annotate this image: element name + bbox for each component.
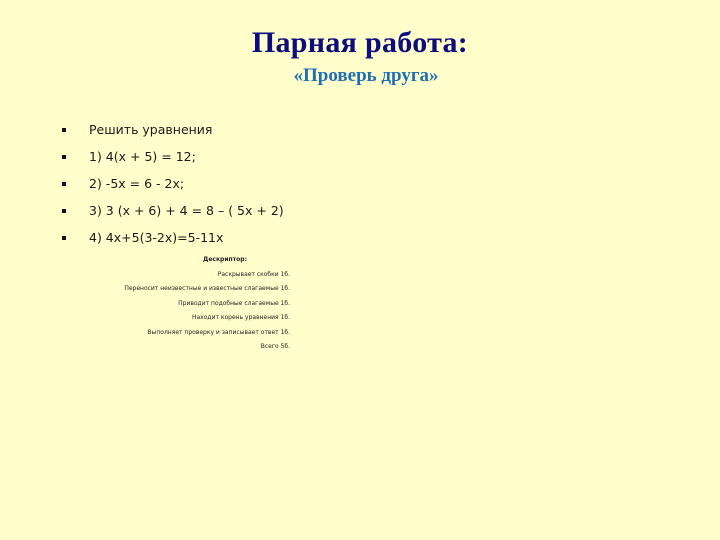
- square-bullet-icon: [62, 155, 66, 159]
- descriptor-total: Всего 5б.: [260, 343, 290, 350]
- square-bullet-icon: [62, 128, 66, 132]
- square-bullet-icon: [62, 236, 66, 240]
- list-item-text: 4) 4x+5(3-2x)=5-11x: [89, 230, 224, 245]
- list-item-text: Решить уравнения: [89, 122, 213, 137]
- descriptor-block: [100, 253, 290, 355]
- list-item-text: 1) 4(x + 5) = 12;: [89, 149, 196, 164]
- descriptor-item: Находит корень уравнения 1б.: [192, 314, 290, 321]
- descriptor-heading: Дескриптор:: [203, 256, 247, 263]
- list-item-text: 2) -5x = 6 - 2x;: [89, 176, 185, 191]
- descriptor-item: Приводит подобные слагаемые 1б.: [178, 299, 290, 307]
- slide-title: Парная работа:: [251, 26, 469, 59]
- slide-subtitle: «Проверь друга»: [293, 65, 439, 86]
- descriptor-item: Выполняет проверку и записывает ответ 1б.: [147, 328, 290, 336]
- square-bullet-icon: [62, 209, 66, 213]
- descriptor-item: Переносит неизвестные и известные слагаемые 1б.: [124, 285, 290, 292]
- list-item-text: 3) 3 (x + 6) + 4 = 8 – ( 5x + 2): [89, 203, 284, 218]
- descriptor-item: Раскрывает скобки 1б.: [217, 270, 290, 278]
- square-bullet-icon: [62, 182, 66, 186]
